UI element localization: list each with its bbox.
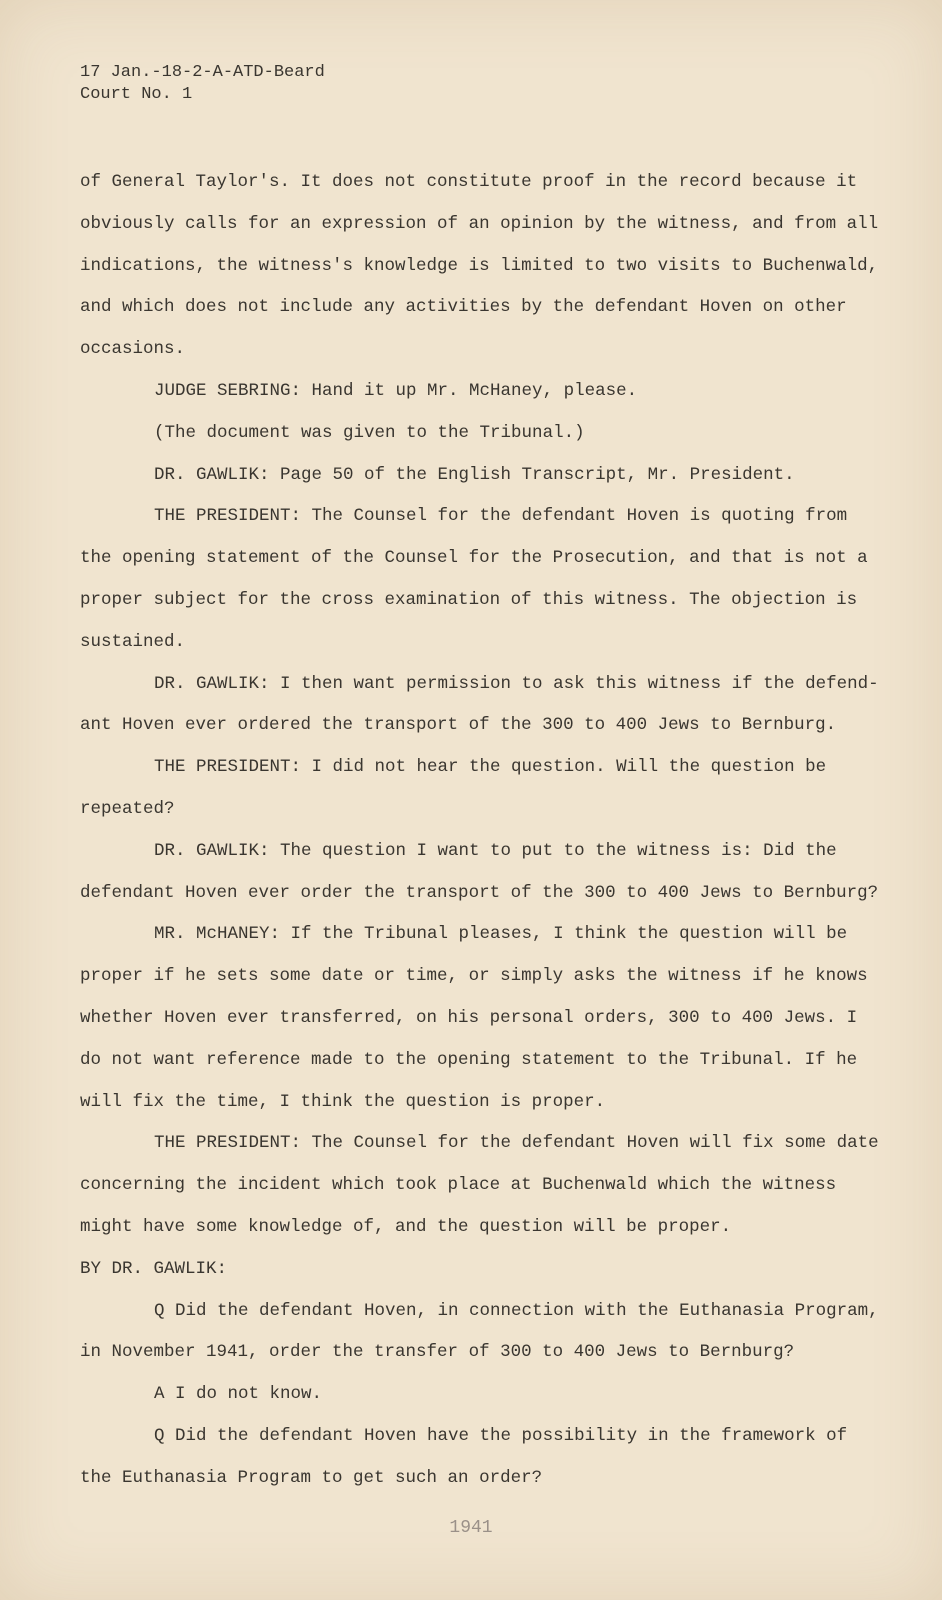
text-line: (The document was given to the Tribunal.)	[154, 422, 585, 443]
text-line: obviously calls for an expression of an opinion by the witness, and from all	[80, 213, 879, 234]
text-line: of General Taylor's. It does not constitute proof in the record because it	[80, 172, 858, 192]
text-line: the Euthanasia Program to get such an order?	[80, 1467, 543, 1488]
text-line: DR. GAWLIK: Page 50 of the English Transcript, Mr. President.	[154, 464, 795, 485]
text-line: defendant Hoven ever order the transport of the 300 to 400 Jews to Bernburg?	[80, 882, 879, 903]
header-reference: 17 Jan.-18-2-A-ATD-Beard	[80, 63, 325, 82]
text-line: THE PRESIDENT: I did not hear the question. Will the question be	[154, 757, 827, 778]
text-line: whether Hoven ever transferred, on his personal orders, 300 to 400 Jews. I	[80, 1007, 858, 1028]
text-line: JUDGE SEBRING: Hand it up Mr. McHaney, please.	[154, 380, 638, 401]
text-line: might have some knowledge of, and the question will be proper.	[80, 1216, 732, 1237]
text-line: do not want reference made to the opening statement to the Tribunal. If he	[80, 1049, 858, 1070]
text-line: sustained.	[80, 631, 186, 652]
text-line: ant Hoven ever ordered the transport of the 300 to 400 Jews to Bernburg.	[80, 715, 837, 736]
text-line: repeated?	[80, 798, 175, 819]
text-line: DR. GAWLIK: The question I want to put to the witness is: Did the	[154, 840, 837, 861]
text-line: concerning the incident which took place at Buchenwald which the witness	[80, 1175, 837, 1196]
text-line: THE PRESIDENT: The Counsel for the defendant Hoven will fix some date	[154, 1133, 879, 1154]
text-line: A I do not know.	[154, 1384, 323, 1405]
text-line: proper subject for the cross examination of this witness. The objection is	[80, 589, 858, 610]
text-line: Q Did the defendant Hoven, in connection with the Euthanasia Program,	[154, 1300, 879, 1321]
page-number: 1941	[449, 1518, 493, 1538]
text-line: the opening statement of the Counsel for the Prosecution, and that is not a	[80, 548, 868, 569]
text-line: DR. GAWLIK: I then want permission to ask this witness if the defend-	[154, 673, 879, 694]
header-court: Court No. 1	[80, 85, 193, 104]
text-line: occasions.	[80, 339, 186, 360]
document-header	[80, 62, 325, 106]
text-line: THE PRESIDENT: The Counsel for the defendant Hoven is quoting from	[154, 506, 848, 527]
text-line: MR. McHANEY: If the Tribunal pleases, I think the question will be	[154, 924, 848, 945]
text-line: Q Did the defendant Hoven have the possibility in the framework of	[154, 1425, 848, 1446]
text-line: will fix the time, I think the question is proper.	[80, 1091, 606, 1112]
text-line: in November 1941, order the transfer of 300 to 400 Jews to Bernburg?	[80, 1342, 795, 1363]
text-line: and which does not include any activities by the defendant Hoven on other	[80, 297, 847, 318]
examiner-heading: BY DR. GAWLIK:	[80, 1258, 228, 1279]
transcript-body	[80, 162, 880, 1500]
text-line: indications, the witness's knowledge is limited to two visits to Buchenwald,	[80, 255, 879, 276]
text-line: proper if he sets some date or time, or simply asks the witness if he knows	[80, 966, 868, 987]
